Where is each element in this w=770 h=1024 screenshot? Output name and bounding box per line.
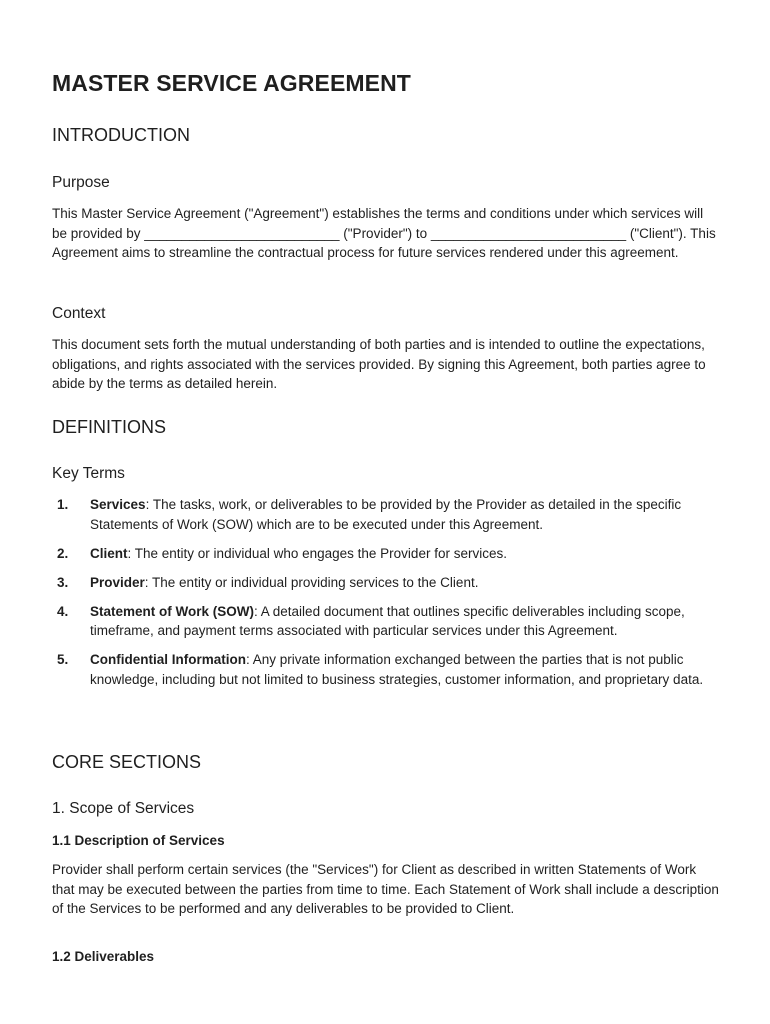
list-item xyxy=(52,650,720,689)
definition-text: : The tasks, work, or deliverables to be provided by the Provider as detailed in the specific Statements of Work (SOW) which are to be executed under this Agreement. xyxy=(90,497,682,532)
definition-text: : The entity or individual who engages the Provider for services. xyxy=(127,545,507,561)
list-number: 3. xyxy=(57,574,69,590)
definition-text: : The entity or individual providing services to the Client. xyxy=(144,574,479,590)
subheading-scope-of-services: 1. Scope of Services xyxy=(52,800,195,817)
defined-term: Client xyxy=(90,545,128,561)
defined-term: Statement of Work (SOW) xyxy=(90,603,255,619)
subheading-purpose: Purpose xyxy=(52,174,110,191)
list-number: 4. xyxy=(57,603,69,619)
subheading-description-of-services: 1.1 Description of Services xyxy=(52,833,225,848)
purpose-paragraph: This Master Service Agreement ("Agreement") establishes the terms and conditions under which services will be provided by __________________________ ("Provider") to __________________________ ("Client"). This Agreement aims to streamline the contractual process for future services rendered under this agreement. xyxy=(52,206,716,260)
list-item xyxy=(52,544,720,564)
subheading-key-terms: Key Terms xyxy=(52,465,125,482)
defined-term: Confidential Information xyxy=(90,652,246,667)
list-item xyxy=(52,495,720,534)
list-number: 2. xyxy=(57,545,69,561)
list-item xyxy=(52,602,720,641)
section-heading-core-sections: CORE SECTIONS xyxy=(52,752,202,772)
section-heading-definitions: DEFINITIONS xyxy=(52,417,167,437)
section-heading-introduction: INTRODUCTION xyxy=(52,125,190,145)
definitions-list xyxy=(52,495,720,699)
definition-text: : A detailed document that outlines specific deliverables including scope, timeframe, and payment terms associated with particular services under this Agreement. xyxy=(90,603,685,638)
defined-term: Services xyxy=(90,497,146,512)
list-item xyxy=(52,573,720,593)
defined-term: Provider xyxy=(90,574,145,590)
description-paragraph: Provider shall perform certain services (the "Services") for Client as described in written Statements of Work that may be executed between the parties from time to time. Each Statement of Work shall include a description of the Services to be performed and any deliverables to be provided to Client. xyxy=(52,862,719,916)
subheading-context: Context xyxy=(52,305,106,322)
document-title: MASTER SERVICE AGREEMENT xyxy=(52,70,411,96)
list-number: 5. xyxy=(57,652,69,667)
context-paragraph: This document sets forth the mutual understanding of both parties and is intended to outline the expectations, obligations, and rights associated with the services provided. By signing this Agreement, both parties agree to abide by the terms as detailed herein. xyxy=(52,337,706,391)
definition-text: : Any private information exchanged between the parties that is not public knowledge, including but not limited to business strategies, customer information, and proprietary data. xyxy=(90,652,704,687)
subheading-deliverables: 1.2 Deliverables xyxy=(52,949,155,964)
list-number: 1. xyxy=(57,497,69,512)
